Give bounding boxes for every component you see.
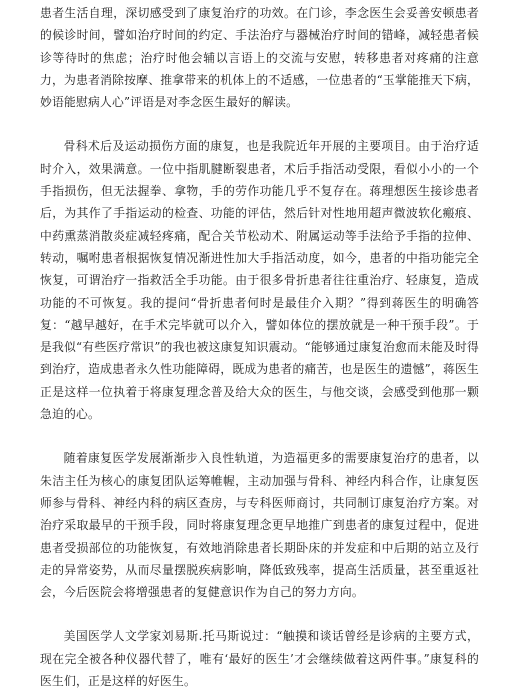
paragraph-gap bbox=[40, 603, 479, 625]
article-body bbox=[40, 2, 479, 692]
paragraph-4: 美国医学人文学家刘易斯.托马斯说过：“触摸和谈话曾经是诊病的主要方式，现在完全被各种仪器代替了，唯有‘最好的医生’才会继续做着这两件事。”康复科的医生们，正是这样的好医生。 bbox=[40, 629, 479, 689]
paragraph-3: 随着康复医学发展渐渐步入良性轨道，为造福更多的需要康复治疗的患者，以朱洁主任为核心的康复团队运筹帷幄，主动加强与骨科、神经内科合作，让康复医师参与骨科、神经内科的病区查房，与专科医师商讨，共同制订康复治疗方案。对治疗采取最早的干预手段，同时将康复理念更早地推广到患者的康复过程中，促进患者受损部位的功能恢复，有效地消除患者长期卧床的并发症和中后期的站立及行走的异常姿势，从而尽量摆脱疾病影响，降低致残率，提高生活质量，甚至重返社会，今后医院会将增强患者的复健意识作为自己的努力方向。 bbox=[40, 451, 479, 600]
paragraph-gap bbox=[40, 113, 479, 135]
paragraph-1: 患者生活自理，深切感受到了康复治疗的功效。在门诊，李念医生会妥善安顿患者的候诊时间，譬如治疗时间的约定、手法治疗与器械治疗时间的错峰，减轻患者候诊等待时的焦虑；治疗时他会辅以言语上的交流与安慰，转移患者对疼痛的注意力，为患者消除按摩、推拿带来的机体上的不适感，一位患者的“玉掌能推天下病，妙语能慰病人心”评语是对李念医生最好的解读。 bbox=[40, 6, 479, 110]
paragraph-2: 骨科术后及运动损伤方面的康复，也是我院近年开展的主要项目。由于治疗适时介入，效果满意。一位中指肌腱断裂患者，术后手指活动受限，看似小小的一个手指损伤，但无法握拳、拿物，手的劳作功能几乎不复存在。蒋理想医生接诊患者后，为其作了手指运动的检查、功能的评估，然后针对性地用超声微波软化瘢痕、中药熏蒸消散炎症减轻疼痛，配合关节松动术、附属运动等手法给予手指的拉伸、转动，嘱咐患者根据恢复情况渐进性加大手指活动度，如今，患者的中指功能完全恢复，可谓治疗一指救活全手功能。由于很多骨折患者往往重治疗、轻康复，造成功能的不可恢复。我的提问“骨折患者何时是最佳介入期？”得到蒋医生的明确答复：“越早越好，在手术完毕就可以介入，譬如体位的摆放就是一种干预手段”。于是我似“有些医疗常识”的我也被这康复知识震动。“能够通过康复治愈而未能及时得到治疗，造成患者永久性功能障碍，既成为患者的痛苦，也是医生的遗憾”，蒋医生正是这样一位执着于将康复理念普及给大众的医生，与他交谈，会感受到他那一颗急迫的心。 bbox=[40, 139, 479, 422]
paragraph-gap bbox=[40, 425, 479, 447]
